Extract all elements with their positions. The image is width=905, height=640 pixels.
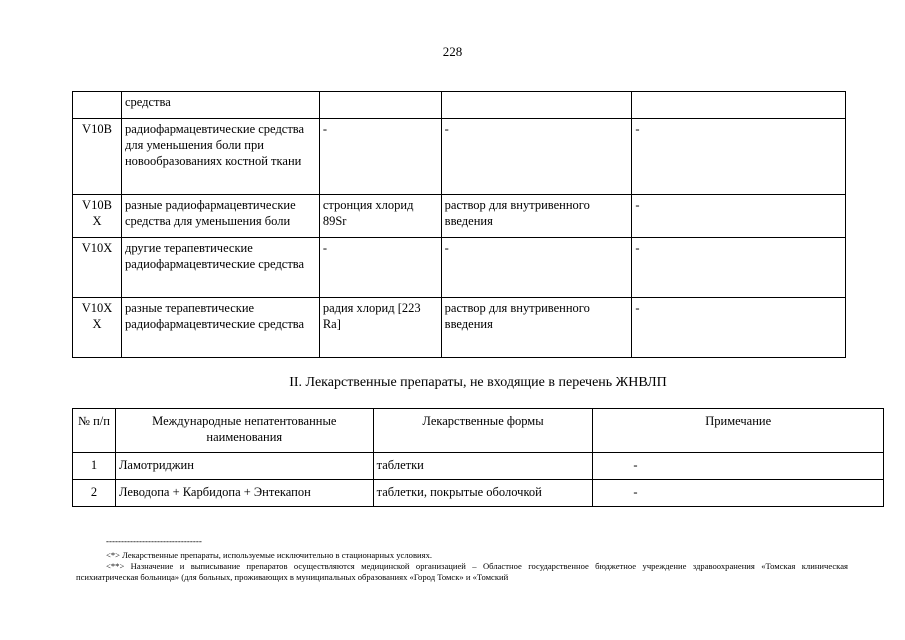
inn-cell: Ламотриджин (115, 453, 373, 480)
drugs-not-in-list-table (72, 408, 884, 507)
header-note: Примечание (593, 409, 884, 453)
num-cell: 1 (73, 453, 116, 480)
table-row (73, 92, 846, 119)
note-cell: - (632, 195, 846, 238)
table-row (73, 238, 846, 298)
note-cell: - (632, 298, 846, 358)
form-cell: раствор для внутривенного введения (441, 298, 632, 358)
header-num: № п/п (73, 409, 116, 453)
num-cell: 2 (73, 480, 116, 507)
form-cell (441, 92, 632, 119)
inn-cell: Леводопа + Карбидопа + Энтекапон (115, 480, 373, 507)
note-cell: - (632, 238, 846, 298)
form-cell: таблетки, покрытые оболочкой (373, 480, 593, 507)
footnotes (76, 550, 848, 583)
group-cell: средства (121, 92, 319, 119)
atc-code-cell: V10B (73, 119, 122, 195)
table-row (73, 195, 846, 238)
form-cell: - (441, 238, 632, 298)
atc-code-cell: V10X (73, 238, 122, 298)
section-title: II. Лекарственные препараты, не входящие в перечень ЖНВЛП (289, 375, 667, 390)
inn-cell: - (319, 238, 441, 298)
table-row (73, 453, 884, 480)
note-cell: - (593, 453, 884, 480)
note-cell (632, 92, 846, 119)
inn-cell: - (319, 119, 441, 195)
footnote-2: <**> Назначение и выписывание препаратов осуществляются медицинской организацией – Областное государственное бюджетное учреждение здравоохранения «Томская клиническая психиатрическая больница» (для больных, проживающих в муниципальных образованиях «Город Томск» и «Томский (76, 561, 848, 582)
atc-code-cell (73, 92, 122, 119)
group-cell: радиофармацевтические средства для уменьшения боли при новообразованиях костной ткани (121, 119, 319, 195)
inn-cell (319, 92, 441, 119)
footnote-1: <*> Лекарственные препараты, используемые исключительно в стационарных условиях. (106, 550, 433, 560)
group-cell: другие терапевтические радиофармацевтические средства (121, 238, 319, 298)
note-cell: - (593, 480, 884, 507)
atc-code-cell: V10B X (73, 195, 122, 238)
drug-classification-table (72, 91, 846, 358)
note-cell: - (632, 119, 846, 195)
table-row (73, 298, 846, 358)
footnote-divider: -------------------------------- (106, 536, 202, 546)
atc-code-cell: V10X X (73, 298, 122, 358)
table-row (73, 480, 884, 507)
page-number: 228 (442, 44, 463, 59)
form-cell: таблетки (373, 453, 593, 480)
inn-cell: радия хлорид [223 Ra] (319, 298, 441, 358)
inn-cell: стронция хлорид 89Sr (319, 195, 441, 238)
form-cell: - (441, 119, 632, 195)
form-cell: раствор для внутривенного введения (441, 195, 632, 238)
header-form: Лекарственные формы (373, 409, 593, 453)
group-cell: разные терапевтические радиофармацевтические средства (121, 298, 319, 358)
group-cell: разные радиофармацевтические средства для уменьшения боли (121, 195, 319, 238)
table-row (73, 119, 846, 195)
table-header-row (73, 409, 884, 453)
header-inn: Международные непатентованные наименования (115, 409, 373, 453)
